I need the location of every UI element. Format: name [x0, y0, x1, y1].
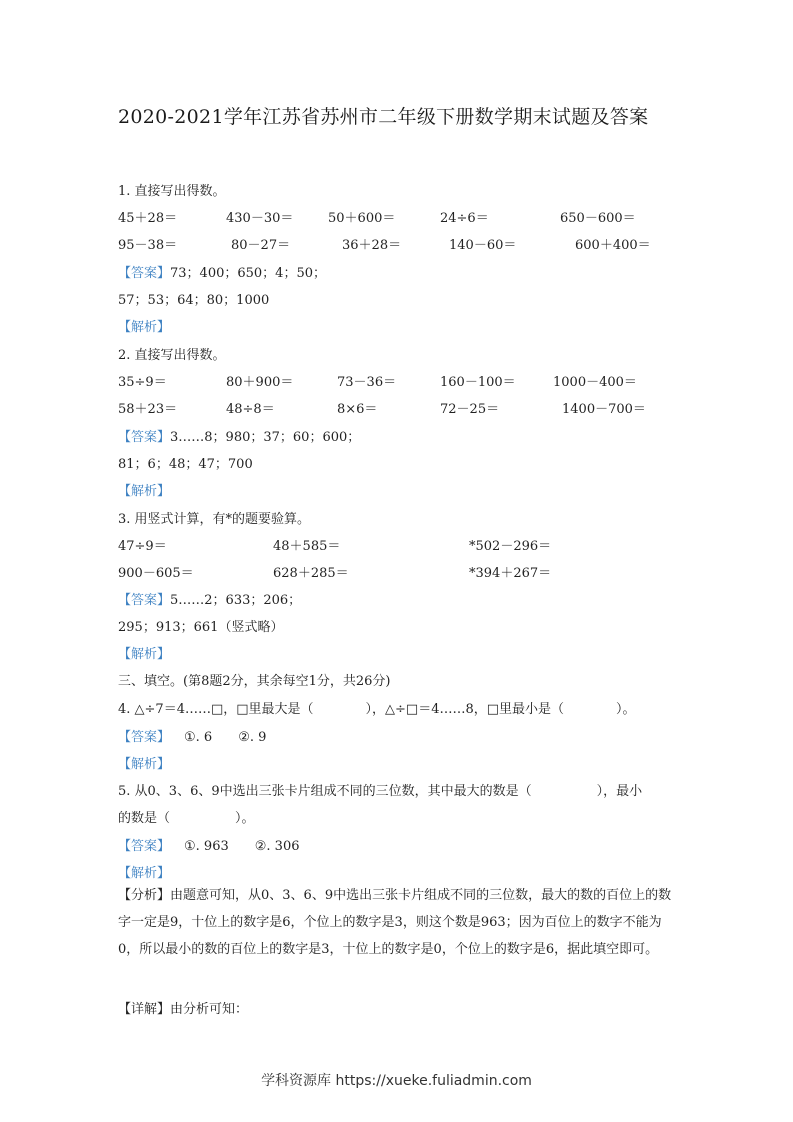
- answer-text: 73；400；650；4；50；: [170, 266, 326, 281]
- answer-text: 5……2；633；206；: [170, 593, 302, 608]
- q5-prompt-cont: 的数是（ ）。: [118, 811, 255, 826]
- equation: 1000－400＝: [553, 375, 637, 390]
- equation: 50＋600＝: [328, 211, 396, 226]
- equation: 73－36＝: [337, 375, 397, 390]
- q1-answer: [118, 262, 326, 281]
- detail-text: 由分析可知：: [170, 1002, 249, 1017]
- answer-tag: 【答案】: [118, 730, 171, 745]
- equation: 900－605＝: [118, 566, 194, 581]
- footer-watermark: 学科资源库 https://xueke.fuliadmin.com: [261, 1073, 532, 1089]
- q3-answer: [118, 589, 301, 608]
- equation: 8×6＝: [337, 402, 378, 417]
- equation: *502－296＝: [469, 539, 552, 554]
- answer-text: 3……8；980；37；60；600；: [170, 430, 361, 445]
- q4-prompt: 4. △÷7＝4……□，□里最大是（ ），△÷□＝4……8，□里最小是（ ）。: [118, 702, 636, 717]
- q2-answer-cont: 81；6；48；47；700: [118, 457, 253, 472]
- equation: 140－60＝: [449, 238, 517, 253]
- answer-text: ①. 963 ②. 306: [184, 839, 300, 854]
- equation: 35÷9＝: [118, 375, 167, 390]
- q3-prompt: 3. 用竖式计算，有*的题要验算。: [118, 512, 311, 527]
- equation: 650－600＝: [560, 211, 636, 226]
- equation: 80－27＝: [231, 238, 291, 253]
- q1-analysis-tag: 【解析】: [118, 320, 171, 335]
- page-title: 2020-2021学年江苏省苏州市二年级下册数学期末试题及答案: [118, 106, 649, 128]
- equation: 600＋400＝: [575, 238, 651, 253]
- equation: 48÷8＝: [226, 402, 275, 417]
- equation: 45＋28＝: [118, 211, 178, 226]
- q2-analysis-tag: 【解析】: [118, 484, 171, 499]
- q5-analysis-paragraph: [118, 882, 678, 963]
- equation: 628＋285＝: [273, 566, 349, 581]
- answer-text: ①. 6 ②. 9: [184, 730, 267, 745]
- q5-detail: [118, 998, 248, 1017]
- analysis-tag: 【分析】: [118, 888, 171, 903]
- q2-answer: [118, 426, 360, 445]
- q2-prompt: 2. 直接写出得数。: [118, 348, 226, 363]
- equation: 1400－700＝: [562, 402, 646, 417]
- analysis-text: 由题意可知，从0、3、6、9中选出三张卡片组成不同的三位数，最大的数的百位上的数字一定是9，十位上的数字是6，个位上的数字是3，则这个数是963；因为百位上的数字不能为0，所以最小的数的百位上的数字是3，十位上的数字是0，个位上的数字是6，据此填空即可。: [118, 888, 672, 957]
- equation: 48＋585＝: [273, 539, 341, 554]
- equation: 58＋23＝: [118, 402, 178, 417]
- answer-tag: 【答案】: [118, 839, 171, 854]
- equation: *394＋267＝: [469, 566, 552, 581]
- equation: 160－100＝: [440, 375, 516, 390]
- equation: 72－25＝: [440, 402, 500, 417]
- equation: 430－30＝: [226, 211, 294, 226]
- q3-answer-cont: 295；913；661（竖式略）: [118, 620, 284, 635]
- q1-answer-cont: 57；53；64；80；1000: [118, 293, 270, 308]
- q4-answer: [118, 726, 266, 745]
- answer-tag: 【答案】: [118, 430, 171, 445]
- equation: 95－38＝: [118, 238, 178, 253]
- q5-answer: [118, 835, 299, 854]
- answer-tag: 【答案】: [118, 266, 171, 281]
- q5-analysis-tag: 【解析】: [118, 866, 171, 881]
- q5-prompt: 5. 从0、3、6、9中选出三张卡片组成不同的三位数，其中最大的数是（ ），最小: [118, 784, 643, 799]
- equation: 47÷9＝: [118, 539, 167, 554]
- q3-analysis-tag: 【解析】: [118, 647, 171, 662]
- detail-tag: 【详解】: [118, 1002, 171, 1017]
- section-heading: 三、填空。(第8题2分，其余每空1分，共26分): [118, 674, 391, 689]
- equation: 80＋900＝: [226, 375, 294, 390]
- equation: 24÷6＝: [440, 211, 489, 226]
- equation: 36＋28＝: [342, 238, 402, 253]
- q1-prompt: 1. 直接写出得数。: [118, 184, 226, 199]
- q4-analysis-tag: 【解析】: [118, 757, 171, 772]
- answer-tag: 【答案】: [118, 593, 171, 608]
